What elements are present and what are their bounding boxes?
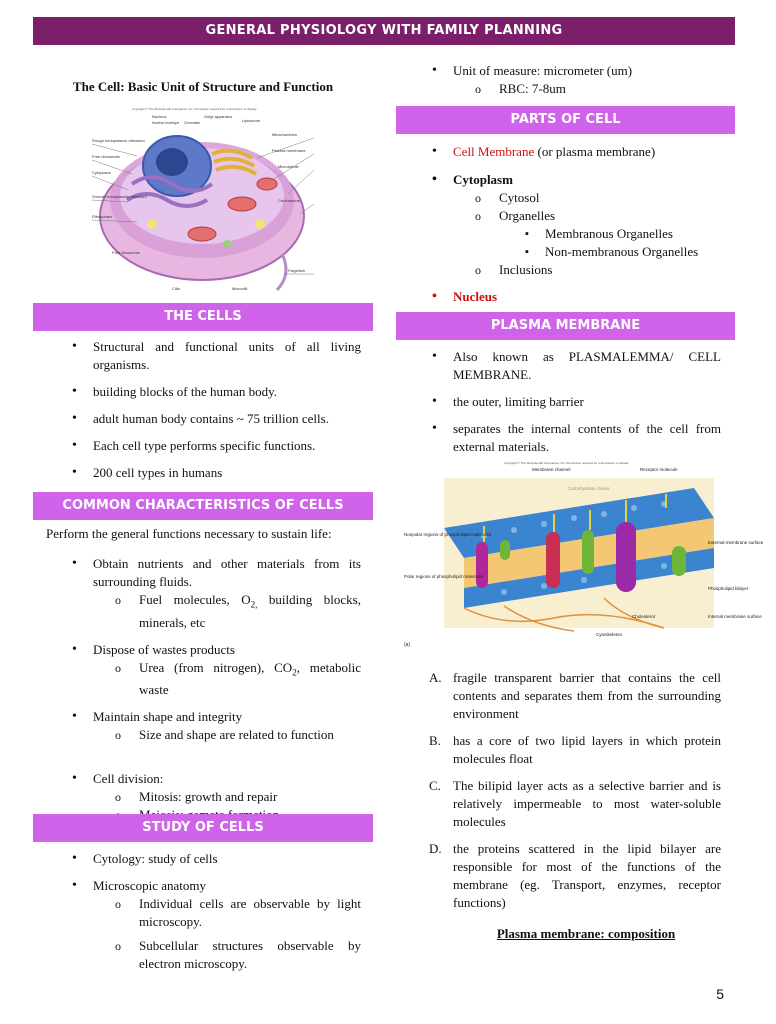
common-intro: Perform the general functions necessary to sustain life: [46, 526, 332, 541]
list-item: • Also known as PLASMALEMMA/ CELL MEMBRANE. [453, 348, 721, 384]
cell-label: Golgi apparatus [204, 114, 233, 119]
label-polar: Polar regions of phospholipid molecules [404, 574, 484, 579]
cell-illustration [92, 104, 314, 294]
cell-label: Microvilli [232, 286, 248, 291]
cell-heading: The Cell: Basic Unit of Structure and Function [72, 79, 334, 94]
cell-label: Free ribosomes [112, 250, 140, 255]
sub-list-item: o Subcellular structures observable by electron microscopy. [139, 937, 361, 973]
section-title-parts-of-cell: PARTS OF CELL [396, 106, 735, 134]
cell-label: Cytoplasm [92, 170, 111, 175]
label-nonpolar: Nonpolar regions of phospholipid molecules [404, 532, 492, 537]
parts-list [453, 143, 733, 315]
sub-list-item: o Organelles [499, 207, 733, 225]
section-title-the-cells: THE CELLS [33, 303, 373, 331]
list-item: • Each cell type performs specific functions. [93, 437, 361, 455]
list-item: • Cell division: [93, 770, 361, 788]
plasma-list [453, 348, 721, 465]
list-item: • Microscopic anatomy [93, 877, 361, 895]
sub-list-item: o Fuel molecules, $O_{2,}$ building blocks, minerals, etc [139, 591, 361, 632]
label-internal-surface: Internal membrane surface [708, 614, 762, 619]
list-item: C. The bilipid layer acts as a selective barrier and is relatively impermeable to most water-soluble molecules [429, 778, 721, 829]
study-list [93, 850, 361, 973]
sub-sub-list-item: ▪ Membranous Organelles [545, 225, 733, 243]
membrane-facts-list [429, 669, 721, 921]
list-item: • Unit of measure: micrometer (um) [453, 62, 733, 80]
list-item: • the outer, limiting barrier [453, 393, 721, 411]
cell-label: Centrosome [278, 198, 300, 203]
list-item: • Obtain nutrients and other materials from its surrounding fluids. [93, 555, 361, 591]
list-item: • Maintain shape and integrity [93, 708, 361, 726]
cell-label: Lysosome [242, 118, 261, 123]
document-title: GENERAL PHYSIOLOGY WITH FAMILY PLANNING [33, 17, 735, 45]
sub-list-item: o Size and shape are related to function [139, 726, 361, 744]
list-item: • adult human body contains ~ 75 trillion cells. [93, 410, 361, 428]
sub-list-item: o Cytosol [499, 189, 733, 207]
page-number: 5 [716, 986, 724, 1002]
label-external-surface: External membrane surface [708, 540, 764, 545]
list-item: • Cytoplasm [453, 171, 733, 189]
sub-sub-list-item: ▪ Non-membranous Organelles [545, 243, 733, 261]
section-title-plasma-membrane: PLASMA MEMBRANE [396, 312, 735, 340]
sub-list-item: o Individual cells are observable by light microscopy. [139, 895, 361, 931]
membrane-illustration [404, 458, 764, 648]
label-receptor-molecule: Receptor molecule [640, 467, 678, 472]
sub-list-item: o Inclusions [499, 261, 733, 279]
cell-label: Free ribosomes [92, 154, 120, 159]
list-item: • Structural and functional units of all living organisms. [93, 338, 361, 374]
cell-label: Microtubule [278, 164, 299, 169]
section-title-study-of-cells: STUDY OF CELLS [33, 814, 373, 842]
list-item: • Dispose of wastes products [93, 641, 361, 659]
cell-label: Rough endoplasmic reticulum [92, 138, 145, 143]
list-item: • separates the internal contents of the cell from external materials. [453, 420, 721, 456]
label-phospholipid-bilayer: Phospholipid bilayer [708, 586, 749, 591]
sub-list-item: o Urea (from nitrogen), $CO_2$, metabolic waste [139, 659, 361, 700]
measure-list [453, 62, 733, 98]
label-membrane-channel: Membrane channel [532, 467, 571, 472]
list-item: B. has a core of two lipid layers in which protein molecules float [429, 733, 721, 766]
list-item: • Cytology: study of cells [93, 850, 361, 868]
list-item: • building blocks of the human body. [93, 383, 361, 401]
section-title-common-characteristics: COMMON CHARACTERISTICS OF CELLS [33, 492, 373, 520]
membrane-image-credit: Copyright © The McGraw-Hill Companies, Inc. Permission required for reproduction or display. [504, 461, 630, 465]
label-a: (a) [404, 642, 411, 648]
label-cholesterol: Cholesterol [632, 614, 655, 619]
cell-label: Plasma membrane [272, 148, 306, 153]
cell-label: Flagellum [288, 268, 306, 273]
sub-list-item: o RBC: 7-8um [499, 80, 733, 98]
cell-label: Mitochondrion [272, 132, 298, 137]
cell-label: Cilia [172, 286, 180, 291]
label-cytoskeleton: Cytoskeleton [596, 632, 623, 637]
cell-label: Nucleus [152, 114, 167, 119]
list-item: D. the proteins scattered in the lipid bilayer are responsible for most of the functions of the membrane (eg. Transport, enzymes, receptor functions) [429, 841, 721, 910]
cell-label: Smooth endoplasmic reticulum [92, 194, 147, 199]
cell-image-credit: Copyright © The McGraw-Hill Companies, Inc. Permission required for reproduction or display. [132, 107, 258, 111]
common-list [93, 555, 361, 824]
sub-list-item: o Mitosis: growth and repair [139, 788, 361, 806]
cell-label: Chromatin [184, 121, 201, 125]
list-item: • Cell Membrane (or plasma membrane) [453, 143, 733, 161]
composition-heading: Plasma membrane: composition [496, 926, 676, 941]
the-cells-list [93, 338, 361, 491]
cell-label: Nuclear envelope [152, 121, 180, 125]
list-item: • 200 cell types in humans [93, 464, 361, 482]
list-item: • Nucleus [453, 288, 733, 306]
list-item: A. fragile transparent barrier that contains the cell contents and separates them from the surrounding environment [429, 670, 721, 721]
cell-label: Ribosomes [92, 214, 113, 219]
